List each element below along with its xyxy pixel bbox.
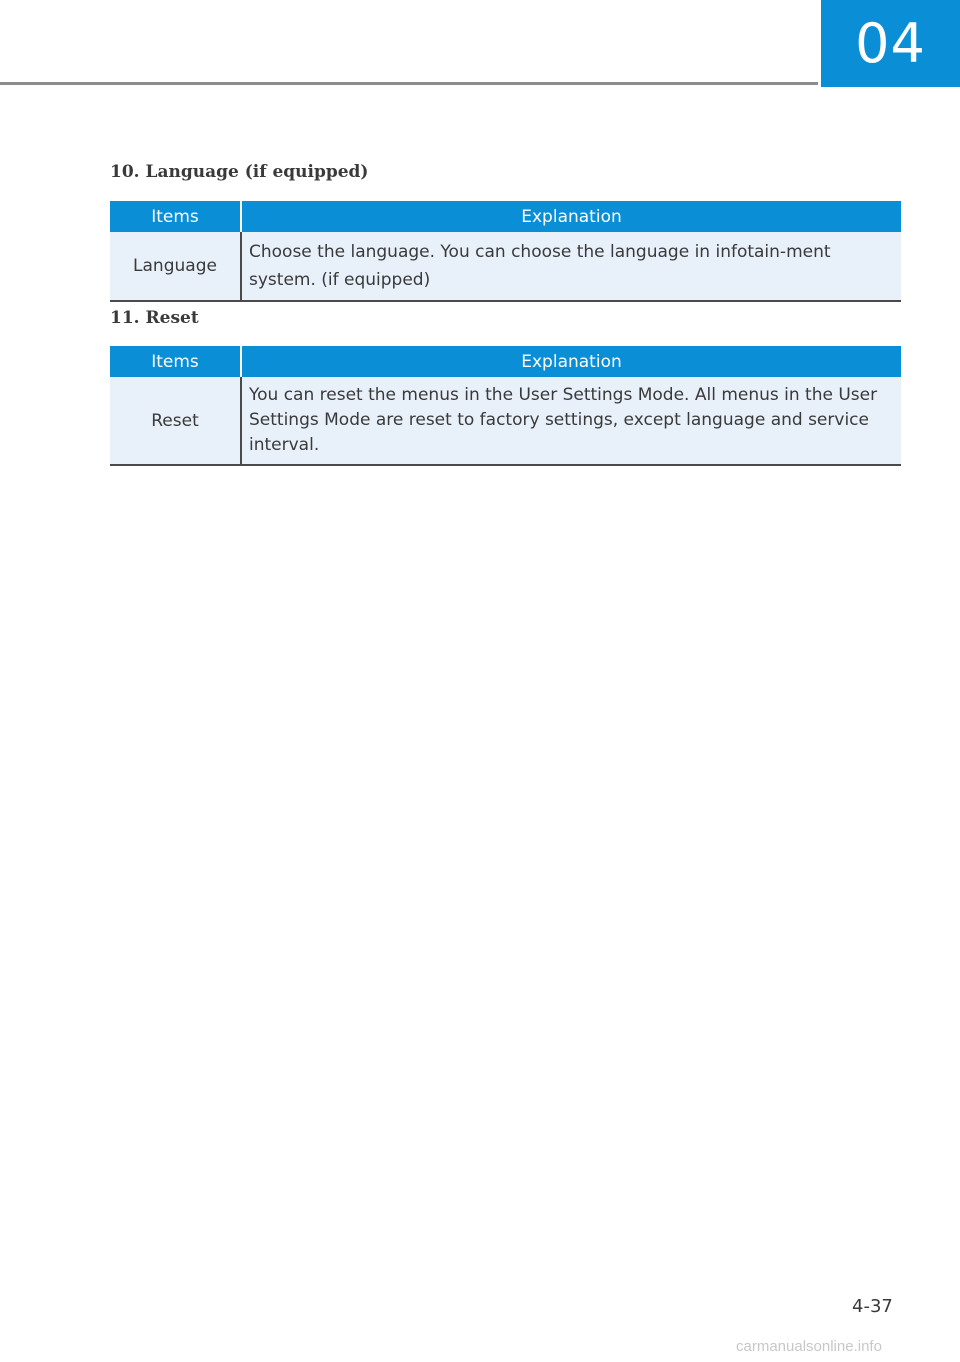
column-header-items: Items xyxy=(110,346,241,377)
explanation-cell: Choose the language. You can choose the language in infotain-ment system. (if equipped) xyxy=(241,232,901,301)
chapter-number: 04 xyxy=(855,12,926,75)
table-header-row xyxy=(110,346,901,377)
section-heading-language: 10. Language (if equipped) xyxy=(110,162,369,182)
table-row xyxy=(110,232,901,301)
chapter-tab xyxy=(821,0,960,87)
reset-table xyxy=(110,346,901,466)
watermark: carmanualsonline.info xyxy=(736,1338,882,1355)
column-header-items: Items xyxy=(110,201,241,232)
language-table xyxy=(110,201,901,302)
table-header-row xyxy=(110,201,901,232)
header-rule xyxy=(0,82,818,85)
table-row xyxy=(110,377,901,465)
item-cell: Language xyxy=(110,232,241,301)
section-heading-reset: 11. Reset xyxy=(110,308,199,328)
column-header-explanation: Explanation xyxy=(241,346,901,377)
page-number: 4-37 xyxy=(852,1296,893,1317)
column-header-explanation: Explanation xyxy=(241,201,901,232)
explanation-cell: You can reset the menus in the User Settings Mode. All menus in the User Settings Mode are reset to factory settings, except language and service interval. xyxy=(241,377,901,465)
item-cell: Reset xyxy=(110,377,241,465)
